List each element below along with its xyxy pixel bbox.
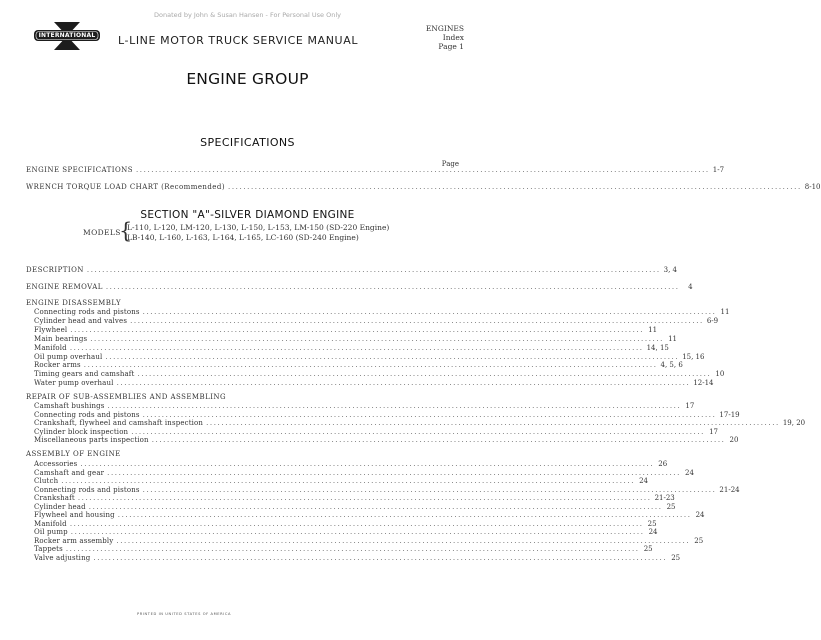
logo-text: INTERNATIONAL (38, 32, 96, 39)
header-section: ENGINES (425, 24, 464, 33)
toc-item-page: 11 (720, 308, 730, 316)
toc-item-label: Valve adjusting (34, 553, 91, 562)
toc-item-page: 25 (694, 536, 704, 545)
toc-item[interactable] (34, 553, 681, 563)
leader-dots: ...................................................................................................................................................... (70, 325, 645, 334)
leader-dots: ...................................................................................................................................................... (77, 494, 652, 502)
toc-page: 1-7 (712, 166, 725, 174)
toc-item-page: 24 (648, 528, 658, 536)
toc-item[interactable] (34, 308, 730, 317)
toc-item[interactable] (34, 316, 719, 326)
leader-dots: ...................................................................................................................................................... (105, 352, 680, 361)
toc-item-page: 14, 15 (646, 343, 669, 352)
toc-item-label: Oil pump overhaul (34, 352, 103, 361)
toc-item-page: 26 (658, 460, 668, 468)
leader-dots: ...................................................................................................................................................... (142, 485, 717, 494)
international-logo (32, 21, 102, 51)
toc-item-label: Manifold (34, 519, 67, 528)
toc-item-page: 11 (668, 334, 677, 343)
leader-dots: ...................................................................................................................................................... (131, 427, 705, 436)
header-subsection: Index (442, 33, 464, 42)
leader-dots: ...................................................................................................................................................... (137, 370, 712, 379)
leader-dots: ...................................................................................................................................................... (107, 468, 681, 477)
leader-dots: ...................................................................................................................................................... (107, 402, 682, 410)
toc-item-label: Clutch (34, 477, 59, 485)
leader-dots: ...................................................................................................................................................... (206, 419, 780, 428)
toc-page: 3, 4 (663, 266, 677, 274)
toc-item-label: Manifold (34, 343, 67, 352)
leader-dots: ...................................................................................................................................................... (70, 528, 645, 536)
toc-item-page: 4, 5, 6 (660, 361, 683, 370)
toc-item[interactable] (34, 343, 669, 353)
toc-item[interactable] (34, 334, 677, 344)
group-title: ENGINE GROUP (186, 70, 309, 88)
toc-item[interactable] (34, 379, 714, 388)
toc-item-label: Tappets (34, 545, 63, 553)
toc-item[interactable] (34, 325, 658, 335)
toc-item-label: Cylinder block inspection (34, 427, 129, 436)
section-a-title: SECTION "A"-SILVER DIAMOND ENGINE (140, 209, 355, 221)
toc-item-page: 12-14 (693, 379, 714, 388)
toc-page: 8-10 (804, 183, 821, 191)
leader-dots: ...................................................................................................................................................... (86, 266, 661, 274)
section-heading-assembly: ASSEMBLY OF ENGINE (26, 450, 121, 458)
leader-dots: ...................................................................................................................................................... (228, 183, 802, 191)
toc-item-page: 25 (643, 545, 653, 553)
leader-dots: ...................................................................................................................................................... (80, 460, 655, 468)
toc-item-label: Crankshaft, flywheel and camshaft inspection (34, 419, 204, 428)
toc-item-page: 25 (666, 502, 676, 511)
toc-item-page: 24 (695, 511, 705, 519)
toc-item-label: Connecting rods and pistons (34, 410, 140, 419)
toc-item-label: Connecting rods and pistons (34, 308, 140, 316)
toc-item[interactable] (34, 352, 705, 362)
toc-item[interactable] (34, 370, 725, 379)
toc-item-page: 20 (729, 436, 739, 445)
toc-item-page: 24 (639, 477, 649, 485)
header-page: Page 1 (438, 42, 464, 51)
toc-item-page: 6-9 (706, 316, 719, 325)
toc-item-page: 24 (685, 468, 694, 477)
toc-item-page: 10 (715, 370, 725, 379)
toc-item-label: Timing gears and camshaft (34, 370, 135, 379)
leader-dots: ...................................................................................................................................................... (116, 379, 691, 388)
toc-label: ENGINE REMOVAL (26, 283, 103, 291)
leader-dots: ...................................................................................................................................................... (130, 316, 704, 325)
leader-dots: ...................................................................................................................................................... (93, 553, 668, 562)
leader-dots: ...................................................................................................................................................... (151, 436, 726, 445)
leader-dots: ...................................................................................................................................................... (90, 334, 664, 343)
toc-row-engine-specifications[interactable] (26, 166, 725, 175)
toc-item-label: Connecting rods and pistons (34, 485, 140, 494)
section-heading-disassembly: ENGINE DISASSEMBLY (26, 299, 122, 307)
toc-item-label: Rocker arms (34, 361, 81, 370)
footer-imprint: PRINTED IN UNITED STATES OF AMERICA (137, 612, 232, 616)
leader-dots: ...................................................................................................................................................... (117, 511, 692, 519)
leader-dots: ...................................................................................................................................................... (83, 361, 658, 370)
toc-item-page: 11 (648, 325, 658, 334)
toc-item-label: Crankshaft (34, 494, 75, 502)
models-brace: { (119, 219, 133, 243)
toc-label: WRENCH TORQUE LOAD CHART (Recommended) (26, 183, 226, 191)
toc-row-description[interactable] (26, 266, 677, 275)
toc-item-page: 21-23 (654, 494, 675, 502)
toc-label: DESCRIPTION (26, 266, 84, 274)
toc-item-label: Oil pump (34, 528, 68, 536)
toc-row-engine-removal[interactable] (26, 283, 693, 292)
models-line-sd240: LB-140, L-160, L-163, L-164, L-165, LC-160 (SD-240 Engine) (127, 233, 359, 242)
leader-dots: ...................................................................................................................................................... (69, 519, 644, 528)
toc-item-page: 21-24 (719, 485, 740, 494)
header-right (426, 24, 464, 51)
manual-title: L-LINE MOTOR TRUCK SERVICE MANUAL (118, 34, 359, 47)
toc-item-label: Cylinder head and valves (34, 316, 128, 325)
toc-item-page: 15, 16 (682, 352, 705, 361)
toc-item-page: 25 (671, 553, 681, 562)
toc-item-label: Rocker arm assembly (34, 536, 114, 545)
watermark: Donated by John & Susan Hansen - For Personal Use Only (154, 11, 341, 19)
toc-row-wrench-torque-chart[interactable] (26, 183, 821, 192)
toc-item-page: 17 (709, 427, 718, 436)
models-line-sd220: L-110, L-120, LM-120, L-130, L-150, L-153, LM-150 (SD-220 Engine) (127, 223, 390, 232)
toc-label: ENGINE SPECIFICATIONS (26, 166, 133, 174)
leader-dots: ...................................................................................................................................................... (61, 477, 636, 485)
toc-item-label: Water pump overhaul (34, 379, 114, 388)
toc-item[interactable] (34, 436, 739, 445)
leader-dots: ...................................................................................................................................................... (88, 502, 663, 511)
page-column-heading: Page (441, 160, 459, 168)
toc-item-label: Main bearings (34, 334, 88, 343)
toc-item-label: Flywheel and housing (34, 511, 115, 519)
toc-item-label: Miscellaneous parts inspection (34, 436, 149, 445)
leader-dots: ...................................................................................................................................................... (105, 283, 680, 291)
toc-item-page: 25 (647, 519, 657, 528)
toc-page: 4 (688, 283, 693, 291)
models-label: MODELS (83, 228, 121, 237)
leader-dots: ...................................................................................................................................................... (142, 308, 717, 316)
toc-item-label: Camshaft bushings (34, 402, 105, 410)
leader-dots: ...................................................................................................................................................... (65, 545, 640, 553)
section-heading-repair: REPAIR OF SUB-ASSEMBLIES AND ASSEMBLING (26, 393, 227, 401)
toc-item-label: Cylinder head (34, 502, 86, 511)
toc-item-label: Accessories (34, 460, 78, 468)
leader-dots: ...................................................................................................................................................... (135, 166, 710, 174)
leader-dots: ...................................................................................................................................................... (116, 536, 691, 545)
specifications-title: SPECIFICATIONS (200, 136, 295, 149)
toc-item-page: 19, 20 (782, 419, 806, 428)
leader-dots: ...................................................................................................................................................... (142, 410, 717, 419)
toc-item-label: Camshaft and gear (34, 468, 105, 477)
toc-item-page: 17 (685, 402, 695, 410)
toc-item-page: 17-19 (719, 410, 740, 419)
toc-item[interactable] (34, 361, 683, 370)
toc-item-label: Flywheel (34, 325, 68, 334)
leader-dots: ...................................................................................................................................................... (69, 343, 644, 352)
